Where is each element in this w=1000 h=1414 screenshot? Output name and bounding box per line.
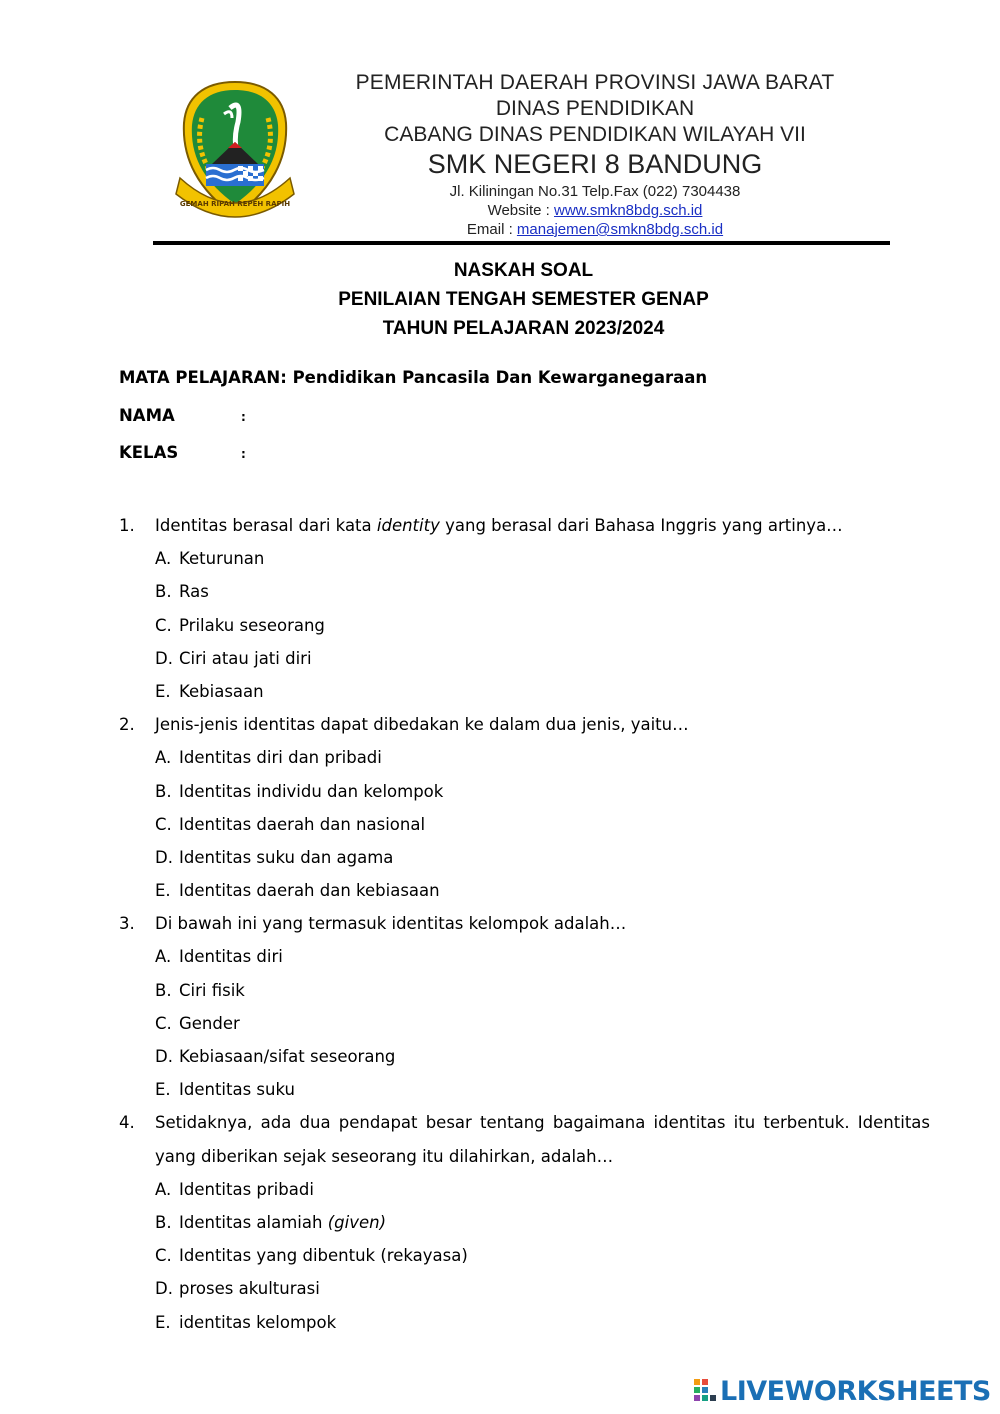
class-colon: :: [241, 447, 246, 461]
question-list: [0, 509, 1000, 1339]
question-number: 4.: [119, 1113, 135, 1133]
letterhead-line-department: DINAS PENDIDIKAN: [495, 97, 695, 120]
answer-option[interactable]: C. Identitas daerah dan nasional: [155, 814, 426, 834]
answer-option[interactable]: B. Identitas alamiah (given): [155, 1212, 387, 1232]
answer-option[interactable]: B. Ras: [155, 582, 209, 602]
question-text: Jenis-jenis identitas dapat dibedakan ke dalam dua jenis, yaitu…: [155, 715, 689, 735]
name-colon: :: [241, 410, 246, 424]
letterhead-website-line: [330, 203, 860, 218]
question-text: Identitas berasal dari kata identity yang berasal dari Bahasa Inggris yang artinya…: [155, 516, 843, 535]
liveworksheets-wordmark: LIVEWORKSHEETS: [720, 1375, 991, 1407]
question-4: [0, 1106, 1000, 1338]
title-penilaian: PENILAIAN TENGAH SEMESTER GENAP: [338, 289, 709, 310]
school-emblem-logo: [172, 78, 298, 222]
class-label: KELAS: [119, 443, 179, 462]
question-text-line-1: Setidaknya, ada dua pendapat besar tentang bagaimana identitas itu terbentuk. Identitas: [155, 1113, 930, 1133]
letterhead-email-line: [330, 222, 860, 237]
question-number: 2.: [119, 715, 135, 735]
title-naskah-soal: NASKAH SOAL: [453, 260, 594, 281]
answer-option[interactable]: D. Kebiasaan/sifat seseorang: [155, 1047, 396, 1066]
question-text: Di bawah ini yang termasuk identitas kelompok adalah…: [155, 914, 627, 934]
letterhead-address: Jl. Kiliningan No.31 Telp.Fax (022) 7304438: [449, 183, 741, 200]
letterhead-divider: [153, 241, 890, 245]
question-2: [0, 708, 1000, 907]
liveworksheets-brand[interactable]: [694, 1376, 991, 1406]
answer-option[interactable]: A. Identitas diri: [155, 947, 283, 967]
answer-option[interactable]: C. Prilaku seseorang: [155, 615, 325, 635]
liveworksheets-logo-icon: [694, 1379, 716, 1403]
answer-option[interactable]: E. Identitas suku: [155, 1080, 295, 1100]
answer-option[interactable]: B. Ciri fisik: [155, 980, 245, 1000]
question-3: [0, 907, 1000, 1106]
answer-option[interactable]: A. Keturunan: [155, 549, 265, 569]
website-label: Website :: [487, 202, 554, 219]
question-number: 1.: [119, 516, 135, 535]
title-tahun-pelajaran: TAHUN PELAJARAN 2023/2024: [382, 318, 665, 339]
answer-option[interactable]: C. Identitas yang dibentuk (rekayasa): [155, 1246, 468, 1266]
document-title-block: [0, 256, 1000, 343]
letterhead: [330, 72, 860, 237]
answer-option[interactable]: E. identitas kelompok: [155, 1312, 337, 1332]
question-1: [0, 509, 1000, 708]
letterhead-line-branch: CABANG DINAS PENDIDIKAN WILAYAH VII: [384, 123, 806, 146]
email-label: Email :: [466, 221, 517, 238]
answer-option[interactable]: E. Identitas daerah dan kebiasaan: [155, 881, 440, 901]
logo-motto: GEMAH RIPAH REPEH RAPIH: [179, 200, 291, 208]
letterhead-line-government: PEMERINTAH DAERAH PROVINSI JAWA BARAT: [355, 71, 835, 94]
subject-line: MATA PELAJARAN: Pendidikan Pancasila Dan Kewarganegaraan: [119, 368, 708, 387]
name-label: NAMA: [119, 406, 175, 425]
answer-option[interactable]: D. Identitas suku dan agama: [155, 847, 394, 867]
letterhead-school-name: SMK NEGERI 8 BANDUNG: [427, 149, 763, 179]
answer-option[interactable]: B. Identitas individu dan kelompok: [155, 781, 444, 801]
answer-option[interactable]: A. Identitas pribadi: [155, 1179, 314, 1199]
question-number: 3.: [119, 914, 135, 934]
answer-option[interactable]: C. Gender: [155, 1013, 240, 1033]
answer-option[interactable]: D. Ciri atau jati diri: [155, 648, 312, 668]
email-link[interactable]: manajemen@smkn8bdg.sch.id: [516, 221, 724, 238]
answer-option[interactable]: E. Kebiasaan: [155, 681, 264, 701]
answer-option[interactable]: D. proses akulturasi: [155, 1279, 320, 1299]
answer-option[interactable]: A. Identitas diri dan pribadi: [155, 748, 382, 768]
website-link[interactable]: www.smkn8bdg.sch.id: [554, 202, 703, 219]
question-text-line-2: yang diberikan sejak seseorang itu dilahirkan, adalah…: [155, 1146, 614, 1166]
